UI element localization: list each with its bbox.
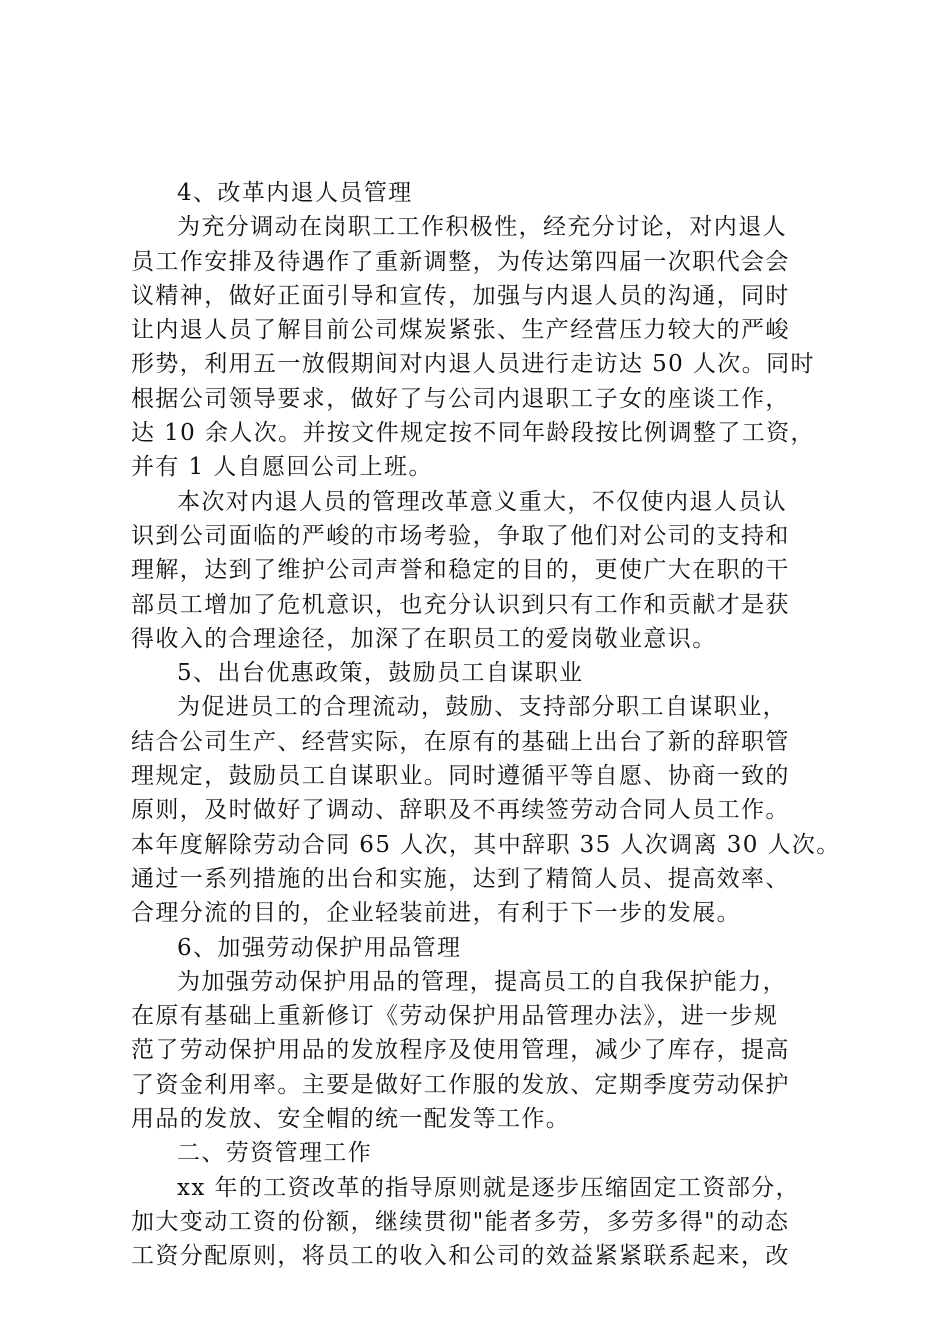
text-line: 并有 1 人自愿回公司上班。: [131, 454, 433, 481]
text-line: 让内退人员了解目前公司煤炭紧张、生产经营压力较大的严峻: [131, 317, 790, 344]
text-line: 达 10 余人次。并按文件规定按不同年龄段按比例调整了工资，: [131, 420, 815, 447]
text-line: 范了劳动保护用品的发放程序及使用管理，减少了库存，提高: [131, 1037, 790, 1064]
text-line: xx 年的工资改革的指导原则就是逐步压缩固定工资部分，: [177, 1174, 801, 1201]
text-line: 了资金利用率。主要是做好工作服的发放、定期季度劳动保护: [131, 1071, 790, 1098]
text-line: 为充分调动在岗职工工作积极性，经充分讨论，对内退人: [177, 214, 787, 241]
text-line: 通过一系列措施的出台和实施，达到了精简人员、提高效率、: [131, 865, 790, 892]
text-line: 议精神，做好正面引导和宣传，加强与内退人员的沟通，同时: [131, 282, 790, 309]
text-line: 结合公司生产、经营实际，在原有的基础上出台了新的辞职管: [131, 728, 790, 755]
text-line: 加大变动工资的份额，继续贯彻"能者多劳，多劳多得"的动态: [131, 1208, 790, 1235]
text-line: 原则，及时做好了调动、辞职及不再续签劳动合同人员工作。: [131, 797, 790, 824]
text-line: 二、劳资管理工作: [177, 1140, 373, 1167]
text-line: 员工作安排及待遇作了重新调整，为传达第四届一次职代会会: [131, 248, 790, 275]
text-line: 4、改革内退人员管理: [177, 180, 413, 206]
text-line: 合理分流的目的，企业轻装前进，有利于下一步的发展。: [131, 900, 741, 927]
text-line: 5、出台优惠政策，鼓励员工自谋职业: [177, 660, 584, 687]
text-line: 为加强劳动保护用品的管理，提高员工的自我保护能力，: [177, 968, 787, 995]
text-line: 理解，达到了维护公司声誉和稳定的目的，更使广大在职的干: [131, 557, 790, 584]
text-line: 本次对内退人员的管理改革意义重大，不仅使内退人员认: [177, 488, 787, 515]
text-line: 在原有基础上重新修订《劳动保护用品管理办法》，进一步规: [131, 1003, 779, 1030]
text-line: 工资分配原则，将员工的收入和公司的效益紧紧联系起来，改: [131, 1243, 790, 1270]
text-line: 用品的发放、安全帽的统一配发等工作。: [131, 1106, 571, 1133]
text-line: 部员工增加了危机意识，也充分认识到只有工作和贡献才是获: [131, 591, 790, 618]
text-line: 形势，利用五一放假期间对内退人员进行走访达 50 人次。同时: [131, 351, 815, 378]
text-line: 为促进员工的合理流动，鼓励、支持部分职工自谋职业，: [177, 694, 787, 721]
document-body: [131, 176, 841, 1274]
text-line: 6、加强劳动保护用品管理: [177, 934, 462, 961]
text-line: 得收入的合理途径，加深了在职员工的爱岗敬业意识。: [131, 625, 717, 652]
text-line: 理规定，鼓励员工自谋职业。同时遵循平等自愿、协商一致的: [131, 763, 790, 790]
text-line: 本年度解除劳动合同 65 人次，其中辞职 35 人次调离 30 人次。: [131, 831, 841, 858]
text-line: 识到公司面临的严峻的市场考验，争取了他们对公司的支持和: [131, 522, 790, 549]
text-line: 根据公司领导要求，做好了与公司内退职工子女的座谈工作，: [131, 385, 790, 412]
